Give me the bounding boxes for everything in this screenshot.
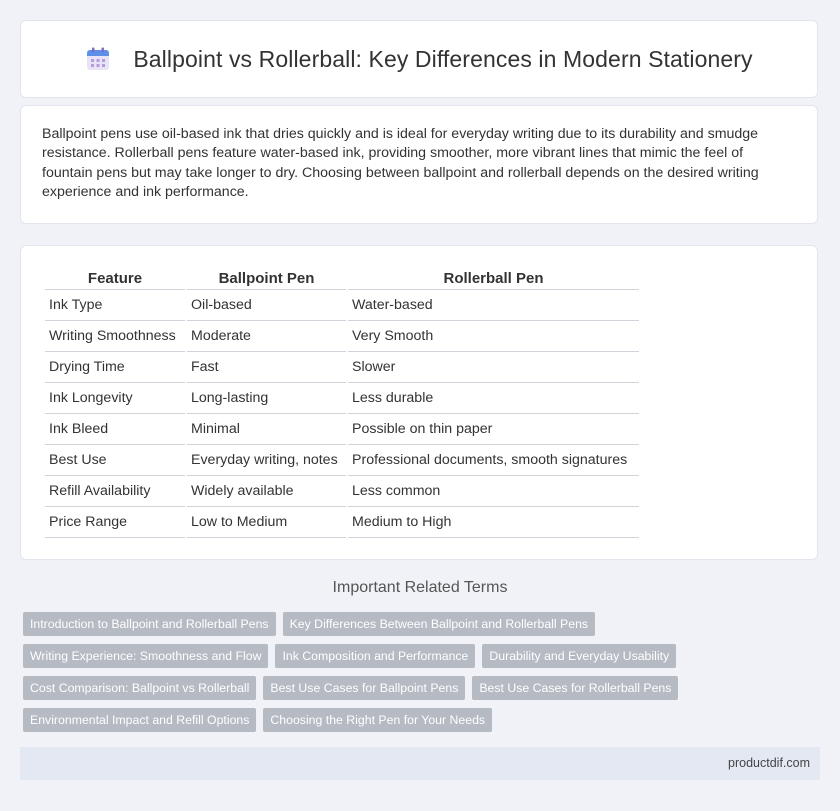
intro-card: [20, 105, 818, 224]
column-header-rollerball: Rollerball Pen: [348, 266, 639, 290]
table-cell: Oil-based: [187, 290, 346, 321]
table-header-row: [45, 266, 639, 290]
table-cell: Writing Smoothness: [45, 321, 185, 352]
comparison-card: [20, 245, 818, 560]
table-cell: Price Range: [45, 507, 185, 538]
table-cell: Slower: [348, 352, 639, 383]
table-cell: Possible on thin paper: [348, 414, 639, 445]
title-wrap: [21, 21, 817, 97]
table-cell: Ink Type: [45, 290, 185, 321]
table-cell: Professional documents, smooth signatures: [348, 445, 639, 476]
comparison-table: [43, 266, 641, 538]
table-row: [45, 290, 639, 321]
calendar-icon: [85, 46, 111, 72]
column-header-ballpoint: Ballpoint Pen: [187, 266, 346, 290]
related-term-tag[interactable]: Best Use Cases for Ballpoint Pens: [263, 676, 465, 700]
table-cell: Moderate: [187, 321, 346, 352]
footer-bar: [20, 747, 820, 780]
table-row: [45, 445, 639, 476]
related-term-tag[interactable]: Best Use Cases for Rollerball Pens: [472, 676, 678, 700]
table-cell: Less common: [348, 476, 639, 507]
site-link[interactable]: productdif.com: [728, 756, 810, 770]
table-cell: Medium to High: [348, 507, 639, 538]
table-row: [45, 414, 639, 445]
tag-row: [23, 644, 803, 668]
related-term-tag[interactable]: Durability and Everyday Usability: [482, 644, 676, 668]
column-header-feature: Feature: [45, 266, 185, 290]
table-row: [45, 321, 639, 352]
table-cell: Ink Bleed: [45, 414, 185, 445]
related-term-tag[interactable]: Environmental Impact and Refill Options: [23, 708, 256, 732]
related-term-tag[interactable]: Introduction to Ballpoint and Rollerball Pens: [23, 612, 276, 636]
table-cell: Widely available: [187, 476, 346, 507]
table-row: [45, 507, 639, 538]
table-cell: Best Use: [45, 445, 185, 476]
table-cell: Drying Time: [45, 352, 185, 383]
related-term-tag[interactable]: Key Differences Between Ballpoint and Rollerball Pens: [283, 612, 596, 636]
tag-row: [23, 708, 803, 732]
table-cell: Less durable: [348, 383, 639, 414]
table-row: [45, 352, 639, 383]
table-cell: Low to Medium: [187, 507, 346, 538]
table-cell: Minimal: [187, 414, 346, 445]
table-cell: Ink Longevity: [45, 383, 185, 414]
table-row: [45, 383, 639, 414]
table-cell: Long-lasting: [187, 383, 346, 414]
table-cell: Everyday writing, notes: [187, 445, 346, 476]
header-card: [20, 20, 818, 98]
table-cell: Fast: [187, 352, 346, 383]
tag-row: [23, 676, 803, 700]
table-row: [45, 476, 639, 507]
related-term-tag[interactable]: Cost Comparison: Ballpoint vs Rollerball: [23, 676, 256, 700]
table-cell: Refill Availability: [45, 476, 185, 507]
related-term-tag[interactable]: Writing Experience: Smoothness and Flow: [23, 644, 268, 668]
related-terms-list: [23, 612, 803, 740]
tag-row: [23, 612, 803, 636]
intro-paragraph: Ballpoint pens use oil-based ink that dries quickly and is ideal for everyday writing due to its durability and smudge resistance. Rollerball pens feature water-based ink, providing smoother, more vibrant lines that mimic the feel of fountain pens but may take longer to dry. Choosing between ballpoint and rollerball depends on the desired writing experience and ink performance.: [42, 126, 759, 200]
related-term-tag[interactable]: Choosing the Right Pen for Your Needs: [263, 708, 492, 732]
related-terms-title: Important Related Terms: [332, 579, 508, 596]
table-cell: Very Smooth: [348, 321, 639, 352]
table-cell: Water-based: [348, 290, 639, 321]
page-title: Ballpoint vs Rollerball: Key Differences in Modern Stationery: [133, 45, 753, 72]
related-term-tag[interactable]: Ink Composition and Performance: [275, 644, 475, 668]
